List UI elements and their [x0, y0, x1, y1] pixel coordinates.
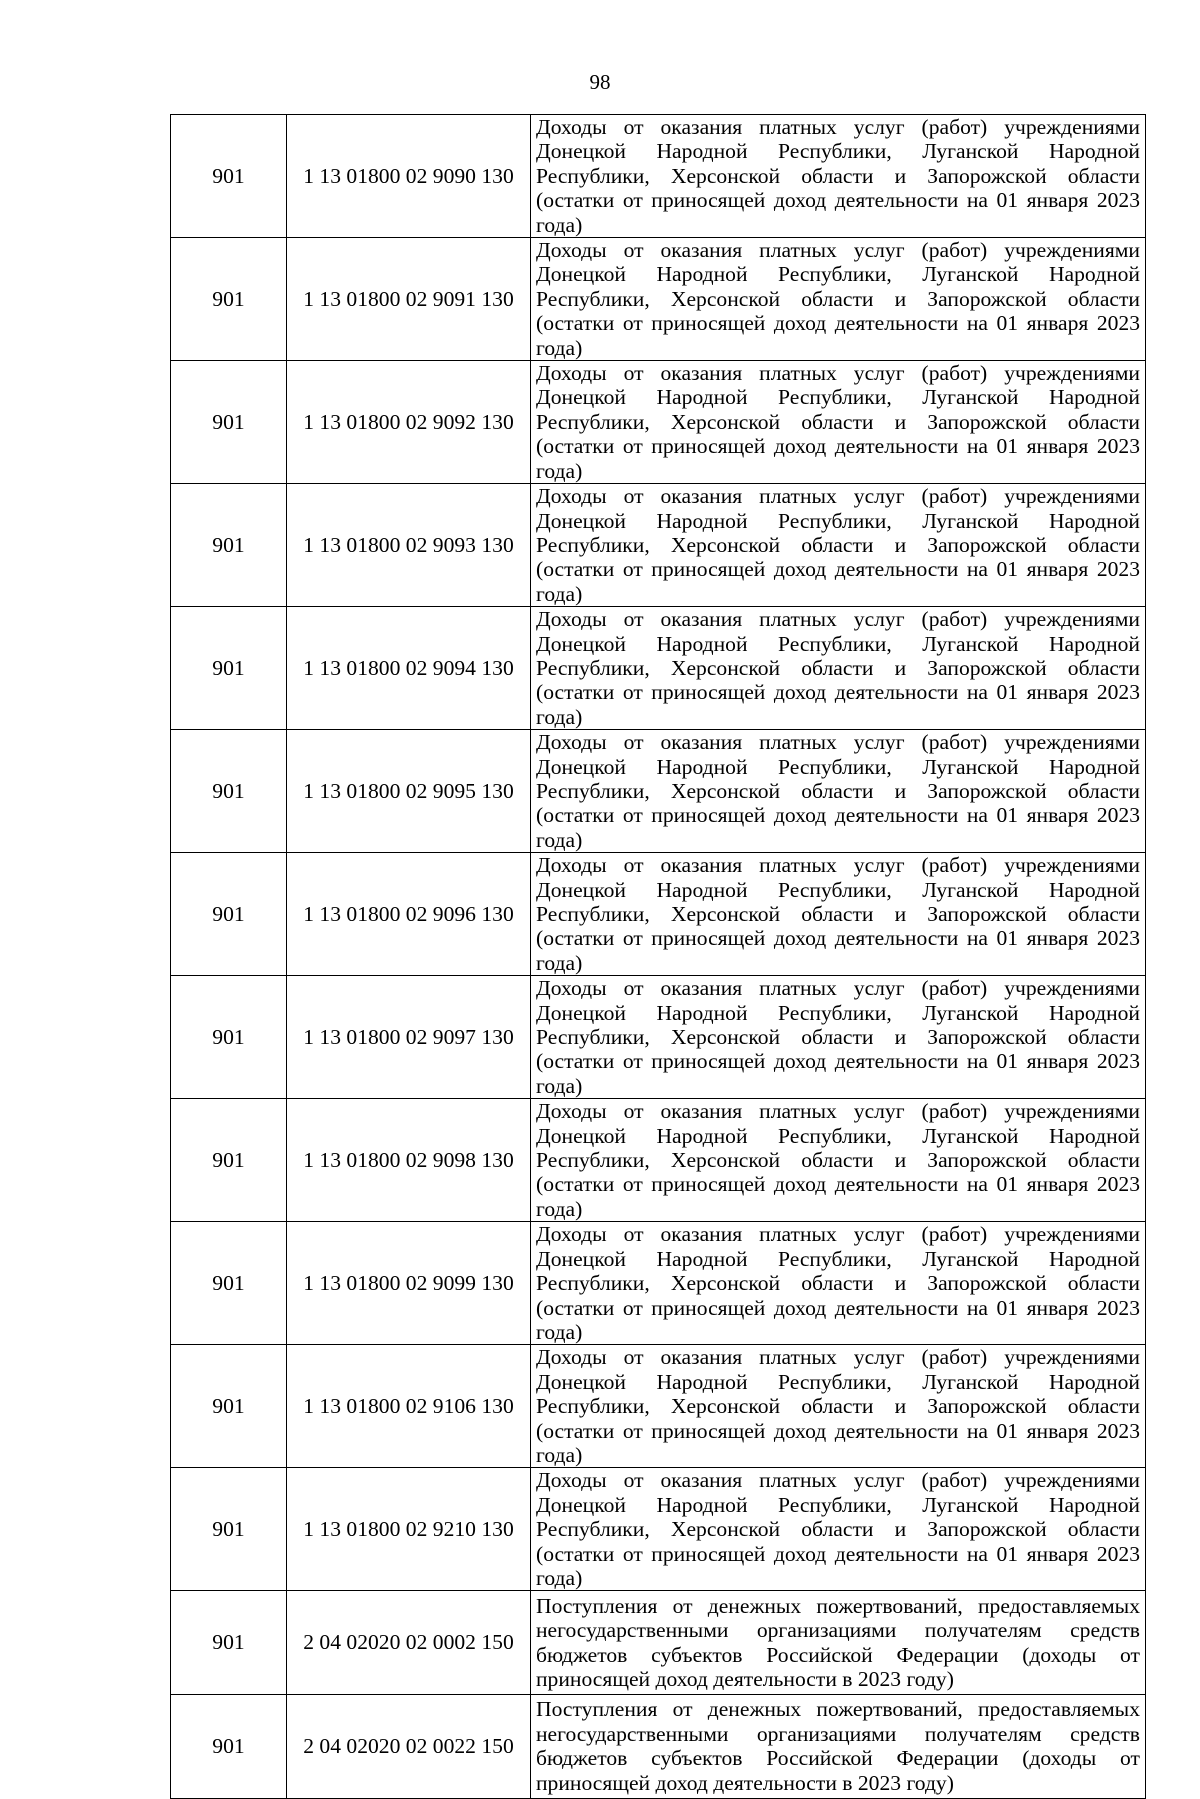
table-row: [171, 1591, 1146, 1695]
table-row: [171, 1222, 1146, 1345]
revenue-description-cell: Доходы от оказания платных услуг (работ) учреждениями Донецкой Народной Республики, Луганской Народной Республики, Херсонской области и Запорожской области (остатки от приносящей доход деятельности на 01 января 2023 года): [531, 361, 1146, 484]
budget-classification-code-cell: 2 04 02020 02 0002 150: [287, 1591, 531, 1695]
revenue-description-cell: Доходы от оказания платных услуг (работ) учреждениями Донецкой Народной Республики, Луганской Народной Республики, Херсонской области и Запорожской области (остатки от приносящей доход деятельности на 01 января 2023 года): [531, 238, 1146, 361]
budget-classification-code-cell: 1 13 01800 02 9106 130: [287, 1345, 531, 1468]
budget-classification-code-cell: 1 13 01800 02 9091 130: [287, 238, 531, 361]
admin-code-cell: 901: [171, 853, 287, 976]
admin-code-cell: 901: [171, 1468, 287, 1591]
table-row: [171, 238, 1146, 361]
table-row: [171, 1099, 1146, 1222]
admin-code-cell: 901: [171, 361, 287, 484]
table-row: [171, 1694, 1146, 1798]
admin-code-cell: 901: [171, 607, 287, 730]
revenue-description-cell: Доходы от оказания платных услуг (работ) учреждениями Донецкой Народной Республики, Луганской Народной Республики, Херсонской области и Запорожской области (остатки от приносящей доход деятельности на 01 января 2023 года): [531, 607, 1146, 730]
table-row: [171, 607, 1146, 730]
revenue-description-cell: Доходы от оказания платных услуг (работ) учреждениями Донецкой Народной Республики, Луганской Народной Республики, Херсонской области и Запорожской области (остатки от приносящей доход деятельности на 01 января 2023 года): [531, 1468, 1146, 1591]
revenue-description-cell: Поступления от денежных пожертвований, предоставляемых негосударственными организациями получателям средств бюджетов субъектов Российской Федерации (доходы от приносящей доход деятельности в 2023 году): [531, 1591, 1146, 1695]
budget-classification-code-cell: 1 13 01800 02 9096 130: [287, 853, 531, 976]
budget-classification-code-cell: 1 13 01800 02 9210 130: [287, 1468, 531, 1591]
revenue-description-cell: Доходы от оказания платных услуг (работ) учреждениями Донецкой Народной Республики, Луганской Народной Республики, Херсонской области и Запорожской области (остатки от приносящей доход деятельности на 01 января 2023 года): [531, 976, 1146, 1099]
budget-classification-code-cell: 1 13 01800 02 9099 130: [287, 1222, 531, 1345]
budget-codes-table: [170, 114, 1146, 1799]
budget-classification-code-cell: 1 13 01800 02 9098 130: [287, 1099, 531, 1222]
admin-code-cell: 901: [171, 238, 287, 361]
admin-code-cell: 901: [171, 1345, 287, 1468]
table-row: [171, 730, 1146, 853]
admin-code-cell: 901: [171, 115, 287, 238]
admin-code-cell: 901: [171, 976, 287, 1099]
admin-code-cell: 901: [171, 730, 287, 853]
revenue-description-cell: Поступления от денежных пожертвований, предоставляемых негосударственными организациями получателям средств бюджетов субъектов Российской Федерации (доходы от приносящей доход деятельности в 2023 году): [531, 1694, 1146, 1798]
admin-code-cell: 901: [171, 1591, 287, 1695]
revenue-description-cell: Доходы от оказания платных услуг (работ) учреждениями Донецкой Народной Республики, Луганской Народной Республики, Херсонской области и Запорожской области (остатки от приносящей доход деятельности на 01 января 2023 года): [531, 484, 1146, 607]
revenue-description-cell: Доходы от оказания платных услуг (работ) учреждениями Донецкой Народной Республики, Луганской Народной Республики, Херсонской области и Запорожской области (остатки от приносящей доход деятельности на 01 января 2023 года): [531, 1222, 1146, 1345]
table-row: [171, 484, 1146, 607]
table-row: [171, 1345, 1146, 1468]
admin-code-cell: 901: [171, 1694, 287, 1798]
page-number: 98: [589, 70, 611, 94]
budget-classification-code-cell: 1 13 01800 02 9097 130: [287, 976, 531, 1099]
budget-classification-code-cell: 1 13 01800 02 9095 130: [287, 730, 531, 853]
revenue-description-cell: Доходы от оказания платных услуг (работ) учреждениями Донецкой Народной Республики, Луганской Народной Республики, Херсонской области и Запорожской области (остатки от приносящей доход деятельности на 01 января 2023 года): [531, 853, 1146, 976]
admin-code-cell: 901: [171, 1222, 287, 1345]
revenue-description-cell: Доходы от оказания платных услуг (работ) учреждениями Донецкой Народной Республики, Луганской Народной Республики, Херсонской области и Запорожской области (остатки от приносящей доход деятельности на 01 января 2023 года): [531, 115, 1146, 238]
table-row: [171, 361, 1146, 484]
budget-classification-code-cell: 1 13 01800 02 9090 130: [287, 115, 531, 238]
budget-classification-code-cell: 1 13 01800 02 9092 130: [287, 361, 531, 484]
revenue-description-cell: Доходы от оказания платных услуг (работ) учреждениями Донецкой Народной Республики, Луганской Народной Республики, Херсонской области и Запорожской области (остатки от приносящей доход деятельности на 01 января 2023 года): [531, 730, 1146, 853]
revenue-description-cell: Доходы от оказания платных услуг (работ) учреждениями Донецкой Народной Республики, Луганской Народной Республики, Херсонской области и Запорожской области (остатки от приносящей доход деятельности на 01 января 2023 года): [531, 1099, 1146, 1222]
budget-classification-code-cell: 1 13 01800 02 9093 130: [287, 484, 531, 607]
admin-code-cell: 901: [171, 484, 287, 607]
table-row: [171, 1468, 1146, 1591]
revenue-description-cell: Доходы от оказания платных услуг (работ) учреждениями Донецкой Народной Республики, Луганской Народной Республики, Херсонской области и Запорожской области (остатки от приносящей доход деятельности на 01 января 2023 года): [531, 1345, 1146, 1468]
budget-classification-code-cell: 2 04 02020 02 0022 150: [287, 1694, 531, 1798]
table-body: [171, 115, 1146, 1799]
table-row: [171, 853, 1146, 976]
budget-classification-code-cell: 1 13 01800 02 9094 130: [287, 607, 531, 730]
table-row: [171, 115, 1146, 238]
admin-code-cell: 901: [171, 1099, 287, 1222]
table-row: [171, 976, 1146, 1099]
